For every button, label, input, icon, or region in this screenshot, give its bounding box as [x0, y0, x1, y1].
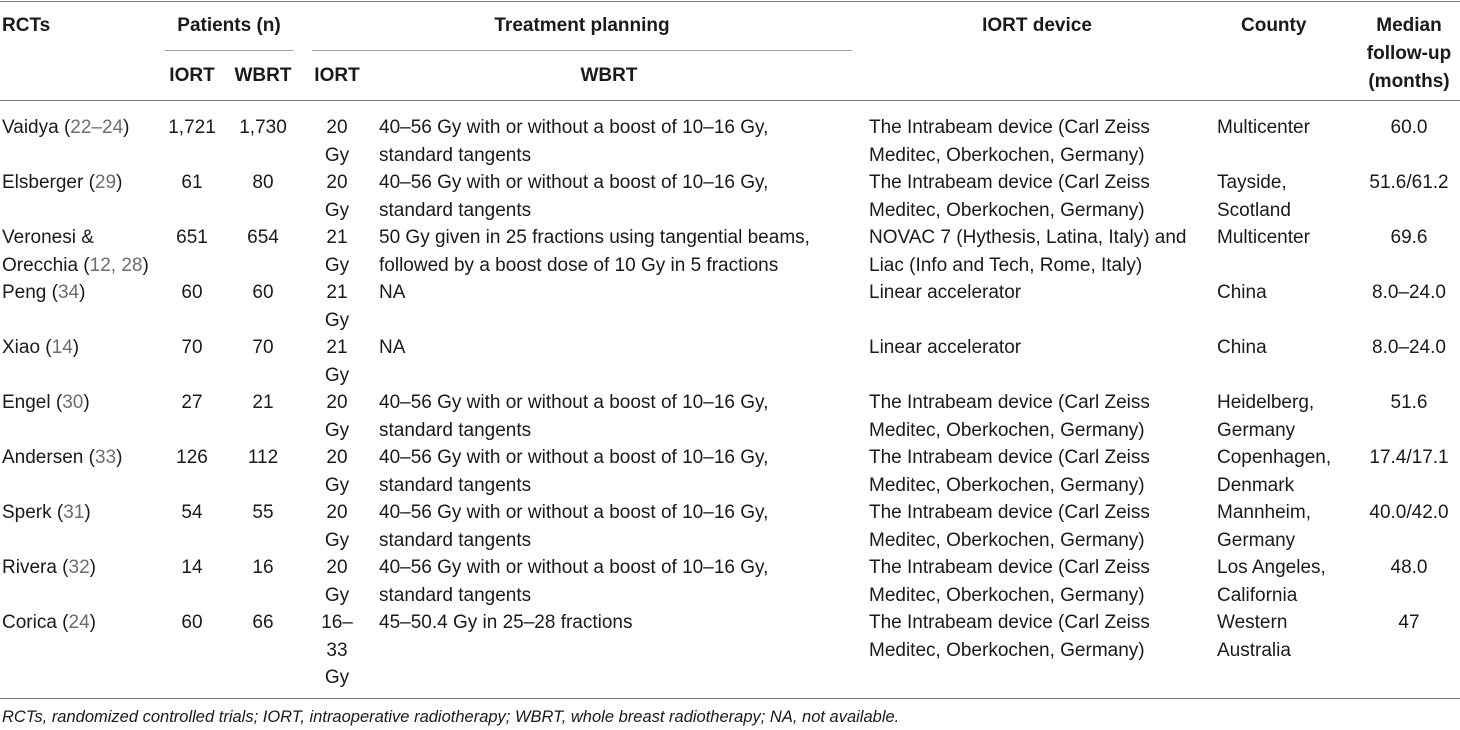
- trial-author: Xiao (14): [2, 337, 80, 358]
- header-rcts: RCTs: [2, 15, 51, 36]
- treatment-group-rule: [312, 50, 852, 51]
- table-bottom-rule: [0, 698, 1460, 699]
- iort-device: The Intrabeam device (Carl Zeiss Meditec, Oberkochen, Germany): [869, 612, 1150, 661]
- iort-device: Linear accelerator: [869, 282, 1022, 303]
- header-iort-device: IORT device: [982, 15, 1092, 36]
- iort-dose: 20 Gy: [324, 117, 350, 166]
- iort-device: The Intrabeam device (Carl Zeiss Meditec, Oberkochen, Germany): [869, 557, 1150, 606]
- reference-link[interactable]: 30: [62, 392, 84, 413]
- wbrt-patients: 112: [247, 447, 279, 468]
- iort-patients: 651: [176, 227, 208, 248]
- header-treatment-group: Treatment planning: [494, 15, 670, 36]
- iort-device: NOVAC 7 (Hythesis, Latina, Italy) and Liac (Info and Tech, Rome, Italy): [869, 227, 1187, 276]
- median-followup: 51.6: [1390, 392, 1428, 413]
- reference-link[interactable]: 22–24: [70, 117, 124, 138]
- wbrt-plan: NA: [379, 337, 406, 358]
- median-followup: 60.0: [1390, 117, 1428, 138]
- reference-link[interactable]: 34: [57, 282, 80, 303]
- wbrt-plan: 40–56 Gy with or without a boost of 10–16 Gy, standard tangents: [379, 502, 769, 551]
- country: Los Angeles, California: [1217, 557, 1326, 606]
- wbrt-patients: 16: [252, 557, 274, 578]
- header-patients-group: Patients (n): [177, 15, 281, 36]
- wbrt-patients: 21: [252, 392, 274, 413]
- iort-dose: 20 Gy: [324, 172, 350, 221]
- trial-author: Andersen (33): [2, 447, 123, 468]
- wbrt-plan: 45–50.4 Gy in 25–28 fractions: [379, 612, 633, 633]
- trial-author: Vaidya (22–24): [2, 117, 130, 138]
- iort-dose: 20 Gy: [324, 392, 350, 441]
- header-median-followup: Median follow-up (months): [1366, 15, 1452, 92]
- wbrt-plan: 40–56 Gy with or without a boost of 10–16 Gy, standard tangents: [379, 447, 769, 496]
- iort-dose: 21 Gy: [324, 337, 350, 386]
- trial-author: Veronesi & Orecchia (12, 28): [2, 227, 149, 276]
- median-followup: 48.0: [1390, 557, 1428, 578]
- header-treatment-wbrt: WBRT: [580, 65, 638, 86]
- top-rule: [0, 1, 1460, 2]
- median-followup: 51.6/61.2: [1369, 172, 1449, 193]
- iort-patients: 27: [181, 392, 203, 413]
- iort-patients: 1,721: [168, 117, 216, 138]
- iort-patients: 60: [181, 282, 203, 303]
- wbrt-patients: 55: [252, 502, 274, 523]
- trial-author: Engel (30): [2, 392, 90, 413]
- country: Multicenter: [1217, 227, 1310, 248]
- trial-author: Sperk (31): [2, 502, 91, 523]
- country: Western Australia: [1217, 612, 1291, 661]
- iort-device: Linear accelerator: [869, 337, 1022, 358]
- median-followup: 47: [1398, 612, 1420, 633]
- iort-dose: 21 Gy: [324, 282, 350, 331]
- iort-dose: 20 Gy: [324, 557, 350, 606]
- reference-link[interactable]: 31: [63, 502, 85, 523]
- reference-link[interactable]: 24: [68, 612, 90, 633]
- country: China: [1217, 282, 1267, 303]
- wbrt-plan: NA: [379, 282, 406, 303]
- iort-device: The Intrabeam device (Carl Zeiss Meditec, Oberkochen, Germany): [869, 392, 1150, 441]
- country: China: [1217, 337, 1267, 358]
- iort-patients: 60: [181, 612, 203, 633]
- reference-link[interactable]: 29: [94, 172, 117, 193]
- header-country: County: [1241, 15, 1307, 36]
- header-bottom-rule: [0, 100, 1460, 101]
- iort-device: The Intrabeam device (Carl Zeiss Meditec, Oberkochen, Germany): [869, 447, 1150, 496]
- wbrt-patients: 70: [252, 337, 274, 358]
- median-followup: 40.0/42.0: [1369, 502, 1449, 523]
- iort-device: The Intrabeam device (Carl Zeiss Meditec, Oberkochen, Germany): [869, 172, 1150, 221]
- iort-dose: 16–33 Gy: [321, 612, 353, 688]
- median-followup: 8.0–24.0: [1372, 282, 1446, 303]
- wbrt-patients: 60: [252, 282, 274, 303]
- trial-author: Rivera (32): [2, 557, 96, 578]
- iort-patients: 126: [176, 447, 208, 468]
- wbrt-plan: 40–56 Gy with or without a boost of 10–16 Gy, standard tangents: [379, 557, 769, 606]
- wbrt-plan: 40–56 Gy with or without a boost of 10–16 Gy, standard tangents: [379, 117, 769, 166]
- wbrt-plan: 40–56 Gy with or without a boost of 10–16 Gy, standard tangents: [379, 392, 769, 441]
- wbrt-patients: 80: [252, 172, 274, 193]
- wbrt-patients: 66: [252, 612, 274, 633]
- iort-patients: 54: [181, 502, 203, 523]
- iort-device: The Intrabeam device (Carl Zeiss Meditec, Oberkochen, Germany): [869, 502, 1150, 551]
- wbrt-plan: 50 Gy given in 25 fractions using tangential beams, followed by a boost dose of 10 Gy in 5 fractions: [379, 227, 810, 276]
- iort-dose: 21 Gy: [324, 227, 350, 276]
- wbrt-plan: 40–56 Gy with or without a boost of 10–16 Gy, standard tangents: [379, 172, 769, 221]
- table-footnote: RCTs, randomized controlled trials; IORT, intraoperative radiotherapy; WBRT, whole breast radiotherapy; NA, not available.: [2, 708, 900, 726]
- header-patients-wbrt: WBRT: [234, 65, 292, 86]
- iort-dose: 20 Gy: [324, 447, 350, 496]
- median-followup: 8.0–24.0: [1372, 337, 1446, 358]
- trial-author: Elsberger (29): [2, 172, 123, 193]
- wbrt-patients: 654: [247, 227, 279, 248]
- country: Heidelberg, Germany: [1217, 392, 1315, 441]
- patients-group-rule: [165, 50, 293, 51]
- iort-patients: 70: [181, 337, 203, 358]
- country: Mannheim, Germany: [1217, 502, 1311, 551]
- iort-dose: 20 Gy: [324, 502, 350, 551]
- median-followup: 69.6: [1390, 227, 1428, 248]
- reference-link[interactable]: 32: [68, 557, 90, 578]
- reference-link[interactable]: 14: [51, 337, 73, 358]
- iort-patients: 61: [181, 172, 203, 193]
- country: Copenhagen, Denmark: [1217, 447, 1332, 496]
- trial-author: Peng (34): [2, 282, 86, 303]
- median-followup: 17.4/17.1: [1369, 447, 1449, 468]
- iort-device: The Intrabeam device (Carl Zeiss Meditec, Oberkochen, Germany): [869, 117, 1150, 166]
- header-treatment-iort: IORT: [314, 65, 360, 86]
- country: Tayside, Scotland: [1217, 172, 1291, 221]
- trial-author: Corica (24): [2, 612, 96, 633]
- iort-patients: 14: [181, 557, 203, 578]
- reference-link[interactable]: 33: [94, 447, 117, 468]
- header-patients-iort: IORT: [169, 65, 215, 86]
- wbrt-patients: 1,730: [239, 117, 287, 138]
- country: Multicenter: [1217, 117, 1310, 138]
- reference-link[interactable]: 12, 28: [89, 254, 143, 276]
